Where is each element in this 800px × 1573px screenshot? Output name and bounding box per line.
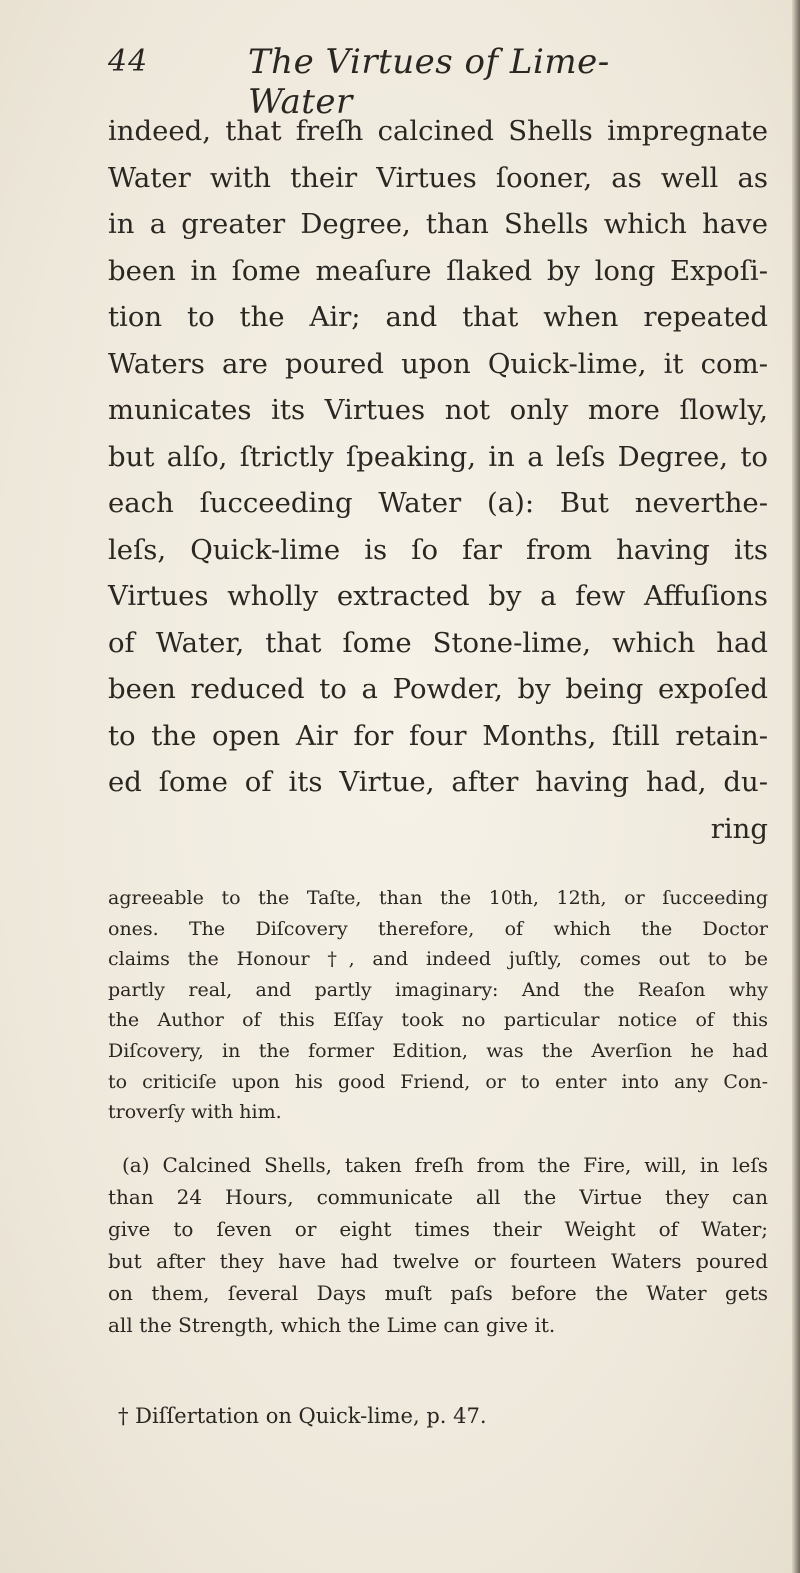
note-line: the Author of this Eſſay took no particular notice of this — [108, 1009, 768, 1032]
footnote-a — [108, 1149, 768, 1341]
text-line: of Water, that ſome Stone-lime, which had — [108, 626, 768, 659]
running-head: The Virtues of Lime-Water — [248, 42, 610, 122]
footnote-line: but after they have had twelve or fourteen Waters poured — [108, 1249, 768, 1273]
text-line: leſs, Quick-lime is ſo far from having its — [108, 533, 768, 566]
note-line: troverſy with him. — [108, 1101, 282, 1124]
text-line: been in ſome meaſure ſlaked by long Expoſi- — [108, 254, 768, 287]
page-number: 44 — [108, 44, 149, 79]
footnote-line: (a) Calcined Shells, taken freſh from the Fire, will, in leſs — [122, 1153, 768, 1177]
text-line: tion to the Air; and that when repeated — [108, 301, 768, 333]
footnote-dagger: † Diſſertation on Quick-lime, p. 47. — [118, 1404, 487, 1428]
text-line: indeed, that freſh calcined Shells impregnate — [108, 115, 768, 147]
footnote-line: all the Strength, which the Lime can give it. — [108, 1313, 556, 1337]
text-line: each ſucceeding Water (a): But neverthe- — [108, 487, 768, 519]
note-line: partly real, and partly imaginary: And the Reaſon why — [108, 978, 768, 1001]
note-line: claims the Honour †, and indeed juſtly, comes out to be — [108, 948, 768, 971]
text-line: in a greater Degree, than Shells which have — [108, 208, 768, 240]
text-line: but alſo, ſtrictly ſpeaking, in a leſs Degree, to — [108, 440, 768, 473]
continued-note — [108, 883, 768, 1128]
text-line: municates its Virtues not only more ſlowly, — [108, 394, 768, 426]
text-line: Virtues wholly extracted by a few Affuſions — [108, 580, 768, 612]
text-line: been reduced to a Powder, by being expoſed — [108, 673, 768, 705]
note-line: Diſcovery, in the former Edition, was the Averſion he had — [108, 1039, 768, 1062]
page-edge-shadow — [792, 0, 800, 1573]
note-line: agreeable to the Taſte, than the 10th, 12th, or ſucceeding — [108, 887, 768, 909]
footnote-line: on them, ſeveral Days muſt paſs before the Water gets — [108, 1281, 768, 1305]
page-header — [108, 42, 708, 122]
text-line: Waters are poured upon Quick-lime, it com- — [108, 347, 768, 380]
main-text-block — [108, 108, 768, 852]
text-line: to the open Air for four Months, ſtill retain- — [108, 719, 768, 752]
note-line: ones. The Diſcovery therefore, of which the Doctor — [108, 917, 768, 940]
catchword: ring — [710, 812, 768, 845]
text-line: ed ſome of its Virtue, after having had, du- — [108, 766, 768, 798]
note-line: to criticiſe upon his good Friend, or to enter into any Con- — [108, 1070, 768, 1093]
text-line: Water with their Virtues ſooner, as well as — [108, 161, 768, 194]
footnote-line: than 24 Hours, communicate all the Virtue they can — [108, 1185, 768, 1209]
footnote-line: give to ſeven or eight times their Weight of Water; — [108, 1217, 768, 1241]
